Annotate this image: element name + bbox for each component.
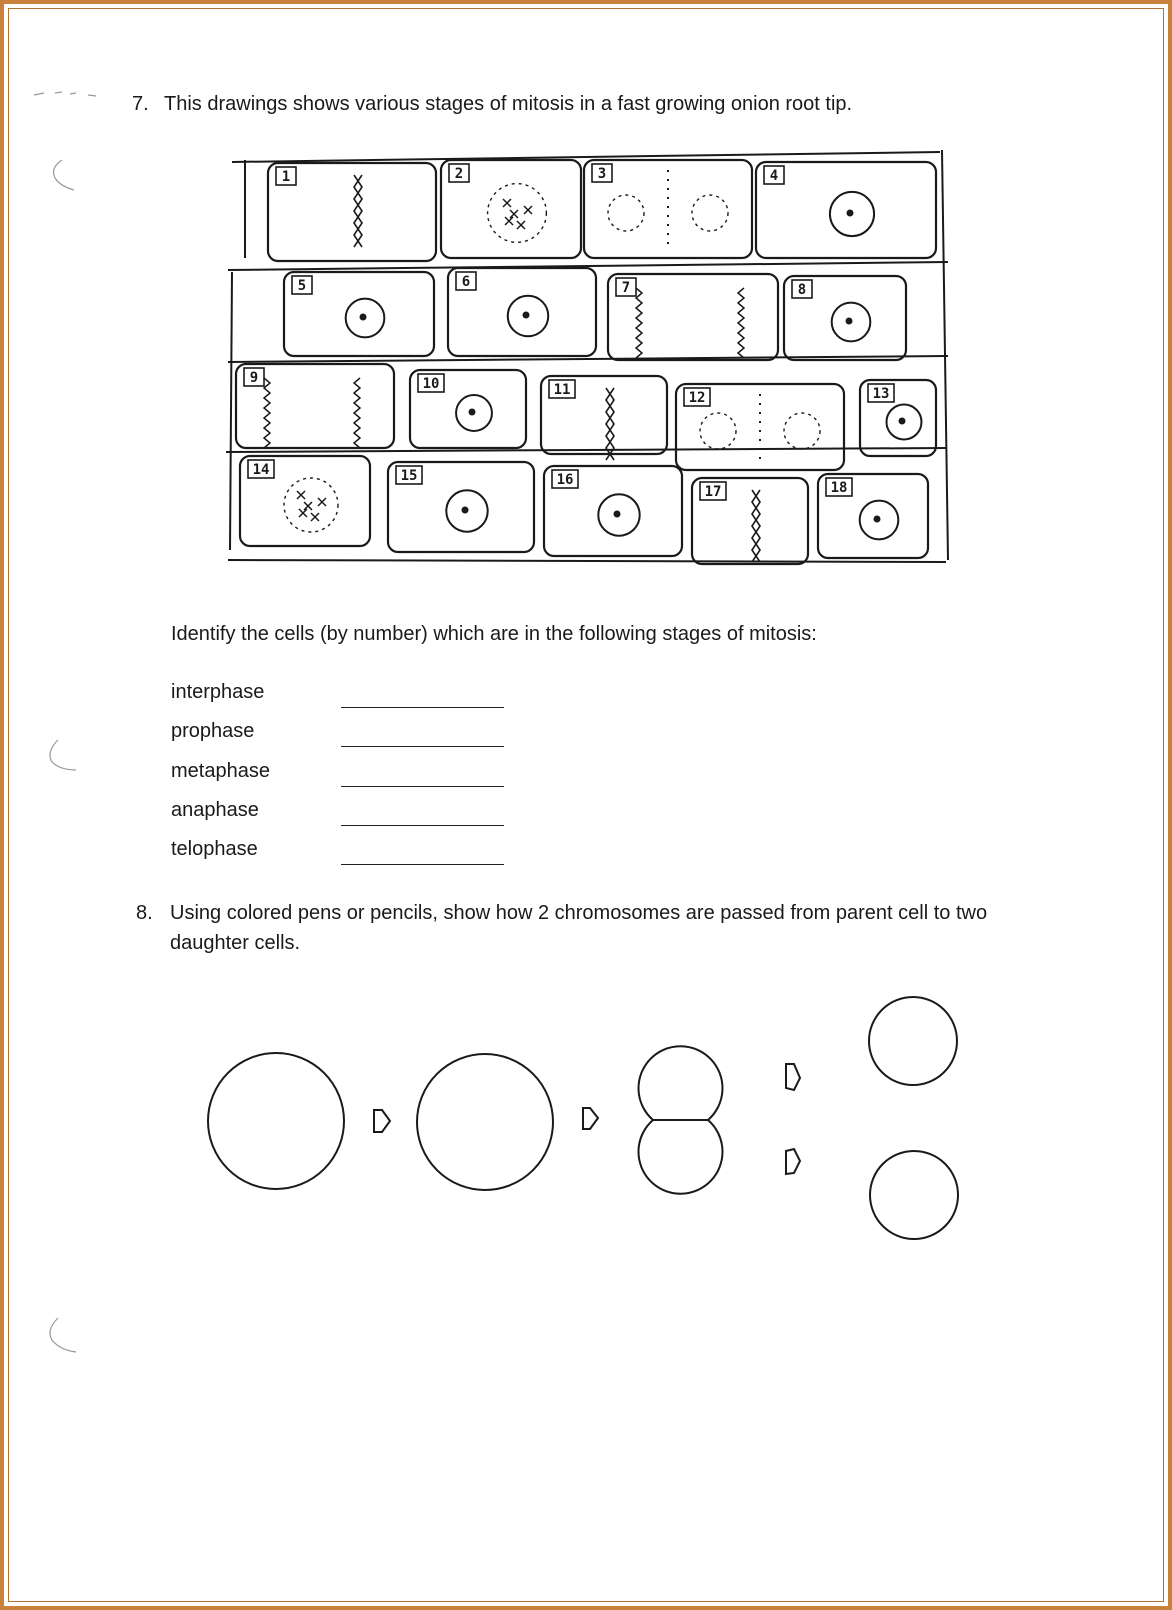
cell-number-label: 11	[553, 382, 571, 398]
cell-number-label: 2	[454, 166, 464, 182]
stage-label: interphase	[171, 681, 265, 703]
cell-number-label: 17	[704, 484, 722, 500]
cell-number-label: 9	[249, 370, 259, 386]
cell-number-label: 13	[872, 386, 890, 402]
stage-label: telophase	[171, 838, 258, 860]
question-7-number: 7.	[132, 93, 149, 115]
cell-number-label: 1	[281, 169, 291, 185]
cell-number-label: 10	[422, 376, 440, 392]
parent-cell-circle[interactable]	[208, 1053, 344, 1189]
cell-number-label: 15	[400, 468, 418, 484]
dividing-cell-circle[interactable]	[417, 1054, 553, 1190]
arrow-icon	[374, 1110, 390, 1132]
daughter-cell-top-circle[interactable]	[869, 997, 957, 1085]
arrow-icon	[786, 1064, 800, 1090]
cleaving-cell-bottom[interactable]	[639, 1120, 723, 1194]
cell-number-label: 8	[797, 282, 807, 298]
cell-number-label: 18	[830, 480, 848, 496]
cell-number-label: 3	[597, 166, 607, 182]
arrow-icon	[786, 1149, 800, 1174]
identify-instruction: Identify the cells (by number) which are in the following stages of mitosis:	[171, 623, 817, 645]
cell-number-label: 5	[297, 278, 307, 294]
cell-number-label: 6	[461, 274, 471, 290]
question-8-text: Using colored pens or pencils, show how 2 chromosomes are passed from parent cell to two daughter cells.	[170, 902, 988, 954]
question-7-text: This drawings shows various stages of mitosis in a fast growing onion root tip.	[164, 93, 853, 115]
arrow-icon	[583, 1108, 598, 1129]
stage-label: anaphase	[171, 799, 259, 821]
stage-label: prophase	[171, 720, 255, 742]
question-8-number: 8.	[136, 902, 153, 924]
cell-number-label: 12	[688, 390, 706, 406]
stage-label: metaphase	[171, 760, 270, 782]
cell-number-label: 14	[252, 462, 270, 478]
daughter-cell-bottom-circle[interactable]	[870, 1151, 958, 1239]
cleaving-cell-top[interactable]	[639, 1046, 723, 1120]
cell-number-label: 4	[769, 168, 779, 184]
cell-number-label: 7	[621, 280, 631, 296]
cell-number-label: 16	[556, 472, 574, 488]
